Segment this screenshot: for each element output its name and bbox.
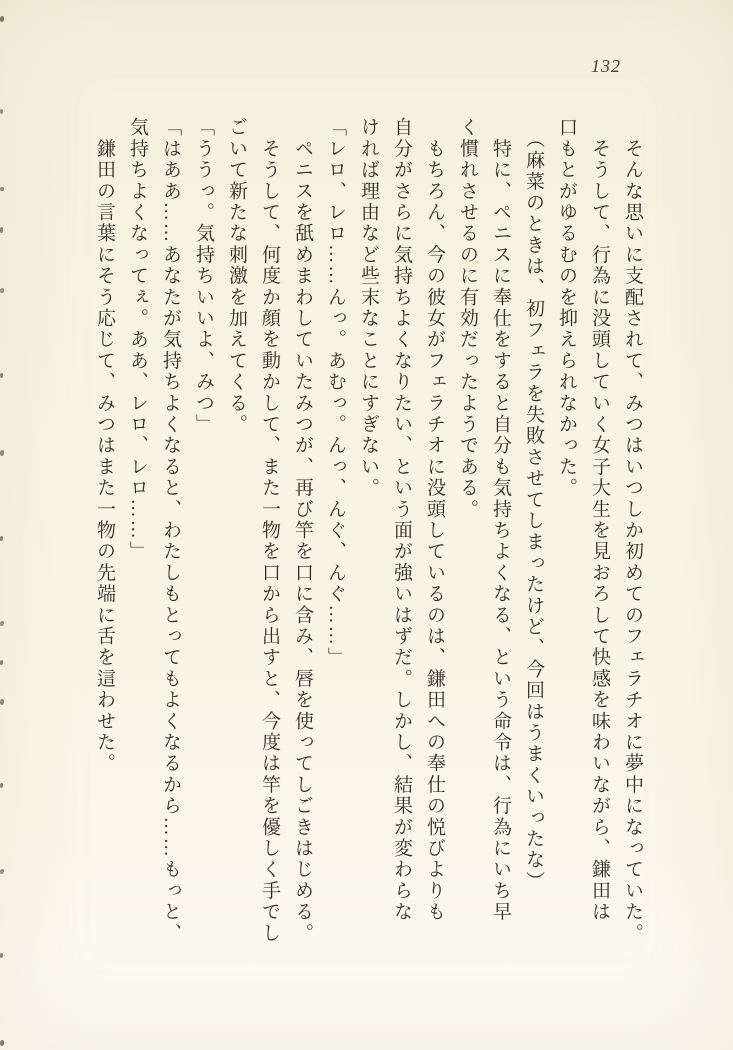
- text-line-5: 特に、ペニスに奉仕をすると自分も気持ちよくなる、という命令は、行為にいち早: [490, 117, 511, 923]
- binding-mark: [0, 288, 4, 293]
- text-line-2: そうして、行為に没頭していく女子大生を見おろして快感を味わいながら、鎌田は: [589, 117, 610, 923]
- binding-mark: [0, 536, 3, 541]
- text-line-15: 「はああ……あなたが気持ちよくなると、わたしもとってもよくなるから……もっと、: [160, 117, 181, 944]
- text-line-7: もちろん、今の彼女がフェラチオに没頭しているのは、鎌田への奉仕の悦びよりも: [424, 117, 445, 923]
- text-line-11: ペニスを舐めまわしていたみつが、再び竿を口に含み、唇を使ってしごきはじめる。: [292, 117, 313, 944]
- text-line-13: ごいて新たな刺激を加えてくる。: [226, 117, 247, 435]
- binding-mark: [0, 699, 4, 705]
- text-line-9: ければ理由など些末なことにすぎない。: [358, 117, 379, 499]
- binding-mark: [0, 869, 4, 874]
- text-line-1: そんな思いに支配されて、みつはいつしか初めてのフェラチオに夢中になっていた。: [622, 117, 643, 944]
- text-line-3: 口もとがゆるむのを抑えられなかった。: [556, 117, 577, 499]
- binding-mark: [0, 783, 3, 788]
- text-line-10: 「レロ、レロ……んっ。あむっ。んっ、んぐ、んぐ……」: [325, 117, 346, 669]
- page-number: 132: [591, 56, 621, 76]
- binding-mark: [0, 16, 4, 22]
- binding-mark: [0, 450, 4, 456]
- binding-mark: [0, 187, 4, 191]
- text-line-8: 自分がさらに気持ちよくなりたい、という面が強いはずだ。しかし、結果が変わらな: [391, 117, 412, 923]
- text-line-12: そうして、何度か顔を動かして、また一物を口から出すと、今度は竿を優しく手でし: [259, 117, 280, 944]
- text-line-4: （麻菜のときは、初フェラを失敗させてしまったけど、今回はうまくいったな）: [523, 117, 544, 892]
- binding-mark: [0, 953, 3, 958]
- binding-mark: [0, 373, 3, 378]
- text-line-17: 鎌田の言葉にそう応じて、みつはまた一物の先端に舌を這わせた。: [94, 117, 115, 775]
- text-block: [88, 117, 649, 957]
- binding-mark: [0, 621, 4, 626]
- text-line-6: く慣れさせるのに有効だったようである。: [457, 117, 478, 520]
- text-line-14: 「ううっ。気持ちいいよ、みつ」: [193, 117, 214, 435]
- binding-mark: [0, 109, 3, 114]
- text-line-16: 気持ちよくなってぇ。ああ、レロ、レロ……」: [127, 117, 148, 563]
- binding-mark: [0, 660, 3, 665]
- binding-mark: [0, 227, 3, 233]
- binding-mark: [0, 1040, 4, 1046]
